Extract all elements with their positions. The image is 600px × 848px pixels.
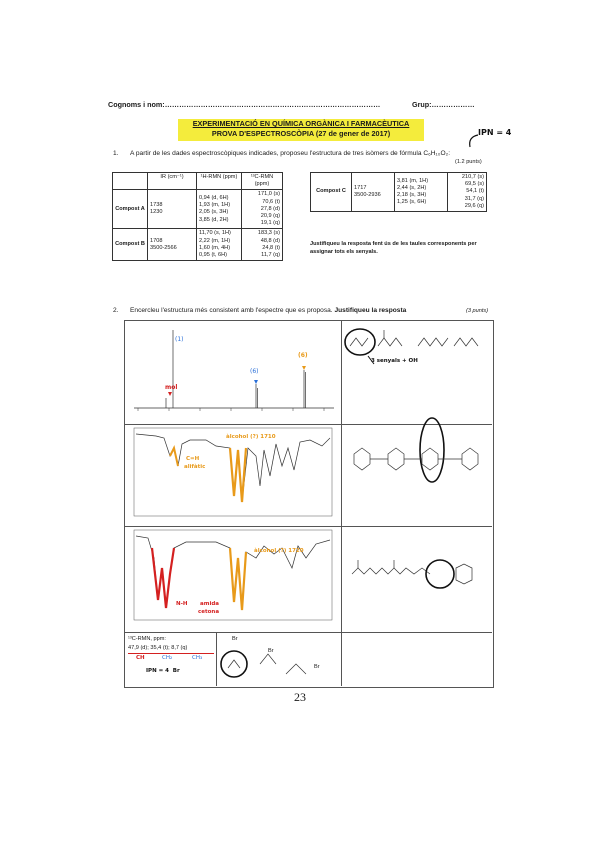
ir2-note-b: N-H xyxy=(176,601,188,607)
a-h-1: 1,93 (m, 1H) xyxy=(199,202,231,209)
q1-table-c xyxy=(310,172,487,212)
q1-table-ab xyxy=(112,172,283,261)
compound-c-label: Compost C xyxy=(311,173,352,212)
ir1-note-a: àlcohol (?) 1710 xyxy=(226,434,276,440)
title-line-1: EXPERIMENTACIÓ EN QUÍMICA ORGÀNICA I FARMACÈUTICA xyxy=(192,119,410,128)
hand-arrow-icon xyxy=(466,133,480,149)
hnmr-note-mol: mol xyxy=(165,384,178,391)
b-c-1: 48,8 (d) xyxy=(260,237,280,244)
ir2-note-d: cetona xyxy=(198,609,220,615)
q1-points: (1.2 punts) xyxy=(455,159,482,165)
b-c-3: 11,7 (q) xyxy=(261,252,280,259)
q2-justify: Justifiqueu la resposta xyxy=(334,307,407,314)
ir2-note-a: àlcohol (?) 1720 xyxy=(254,548,304,554)
struct-br-2: Br xyxy=(268,648,274,654)
ipn-annotation: IPN = 4 xyxy=(478,128,512,137)
a-h-0: 0,94 (d, 6H) xyxy=(199,195,229,201)
q2-text xyxy=(130,307,406,315)
b-h-0: 11,70 (s, 1H) xyxy=(199,230,231,237)
c-c-1: 69,5 (s) xyxy=(465,181,484,188)
cnmr-underline xyxy=(128,653,214,654)
hnmr-note-2: (6) xyxy=(250,368,259,375)
page-number: 23 xyxy=(294,690,306,704)
hnmr-spectrum xyxy=(126,322,340,422)
a-ir-1: 1230 xyxy=(150,209,163,216)
c-ir-0: 1717 xyxy=(354,184,367,191)
b-c-0: 183,3 (s) xyxy=(257,230,280,237)
q2-number: 2. xyxy=(113,307,119,314)
cnmr-under-ch3: CH₃ xyxy=(192,655,203,661)
ir1-note-c: alifàtic xyxy=(184,464,206,470)
grid-divider-2 xyxy=(124,526,492,527)
c-h-1: 2,44 (s, 2H) xyxy=(397,184,427,191)
hnmr-note-1: (1) xyxy=(175,336,184,343)
c-c-4: 29,6 (q) xyxy=(464,202,484,209)
ir2-note-c: amida xyxy=(200,601,219,607)
a-c-4: 19,1 (q) xyxy=(260,220,280,227)
b-ir-0: 1708 xyxy=(150,237,163,244)
title-line-2: PROVA D'ESPECTROSCÒPIA (27 de gener de 2017) xyxy=(211,129,391,138)
exam-title xyxy=(178,119,424,141)
grid-divider-bottom xyxy=(216,632,217,686)
grid-divider-3 xyxy=(124,632,492,633)
a-c-1: 70,6 (t) xyxy=(262,198,280,205)
struct-br-3: Br xyxy=(314,664,320,670)
ir-spectrum-2 xyxy=(126,528,340,630)
hnmr-note-3: (6) xyxy=(298,352,308,359)
structure-row-3 xyxy=(344,528,490,630)
b-c-2: 24,8 (t) xyxy=(262,244,280,251)
th-cnmr: ¹³C-RMN (ppm) xyxy=(242,173,283,190)
c-h-3: 1,25 (s, 6H) xyxy=(397,199,427,206)
cnmr-under-ch: CH xyxy=(136,655,145,661)
c-h-2: 2,18 (s, 3H) xyxy=(397,192,427,198)
compound-a-label: Compost A xyxy=(113,190,148,229)
th-hnmr: ¹H-RMN (ppm) xyxy=(197,173,242,190)
ir-spectrum-1 xyxy=(126,426,340,524)
a-c-3: 20,9 (q) xyxy=(260,213,280,220)
q2-points: (3 punts) xyxy=(466,308,489,314)
hnmr-structure-note: 3 senyals + OH xyxy=(371,358,418,364)
c-h-0: 3,81 (m, 1H) xyxy=(397,177,429,184)
a-c-2: 27,8 (d) xyxy=(260,205,280,212)
c-ir-1: 3500-2936 xyxy=(354,192,381,198)
a-c-0: 171,0 (s) xyxy=(257,191,280,198)
q1-text: A partir de les dades espectroscòpiques indicades, proposeu l'estructura de tres isòmers de fórmula C₆H₁₀O₂: xyxy=(130,150,451,157)
th-empty xyxy=(113,173,148,190)
b-h-3: 0,95 (t, 6H) xyxy=(199,252,227,259)
a-h-2: 2,05 (s, 3H) xyxy=(199,209,229,216)
struct-br-1: Br xyxy=(232,636,238,642)
group-field-label: Grup:……………… xyxy=(412,100,475,109)
c-c-0: 210,7 (s) xyxy=(461,174,484,180)
name-field-label: Cognoms i nom:……………………………………………………………………………… xyxy=(108,100,381,109)
cnmr-under-ch2: CH₂ xyxy=(162,655,173,661)
q2-instruction: Encercleu l'estructura més consistent amb l'espectre que es proposa. xyxy=(130,307,333,314)
a-h-3: 3,85 (d, 2H) xyxy=(199,216,229,223)
cnmr-note: IPN = 4 Br xyxy=(146,668,180,674)
q1-number: 1. xyxy=(113,150,119,157)
b-h-2: 1,60 (m, 4H) xyxy=(199,244,231,251)
c-c-2: 54,1 (t) xyxy=(466,188,484,195)
b-ir-1: 3500-2566 xyxy=(150,244,177,251)
cnmr-values: 47,9 (d); 35,4 (t); 8,7 (q) xyxy=(128,645,188,651)
q1-justify: Justifiqueu la resposta fent ús de les taules corresponents per assignar tots els senyals. xyxy=(310,241,477,255)
ir1-note-b: C=H xyxy=(186,456,200,462)
cnmr-title: ¹³C-RMN, ppm: xyxy=(128,636,166,642)
structure-row-1 xyxy=(344,324,490,384)
b-h-1: 2,22 (m, 1H) xyxy=(199,237,231,244)
structure-row-2 xyxy=(344,410,490,510)
a-ir-0: 1738 xyxy=(150,202,163,209)
th-ir: IR (cm⁻¹) xyxy=(148,173,197,190)
compound-b-label: Compost B xyxy=(113,229,148,261)
c-c-3: 31,7 (q) xyxy=(464,195,484,202)
